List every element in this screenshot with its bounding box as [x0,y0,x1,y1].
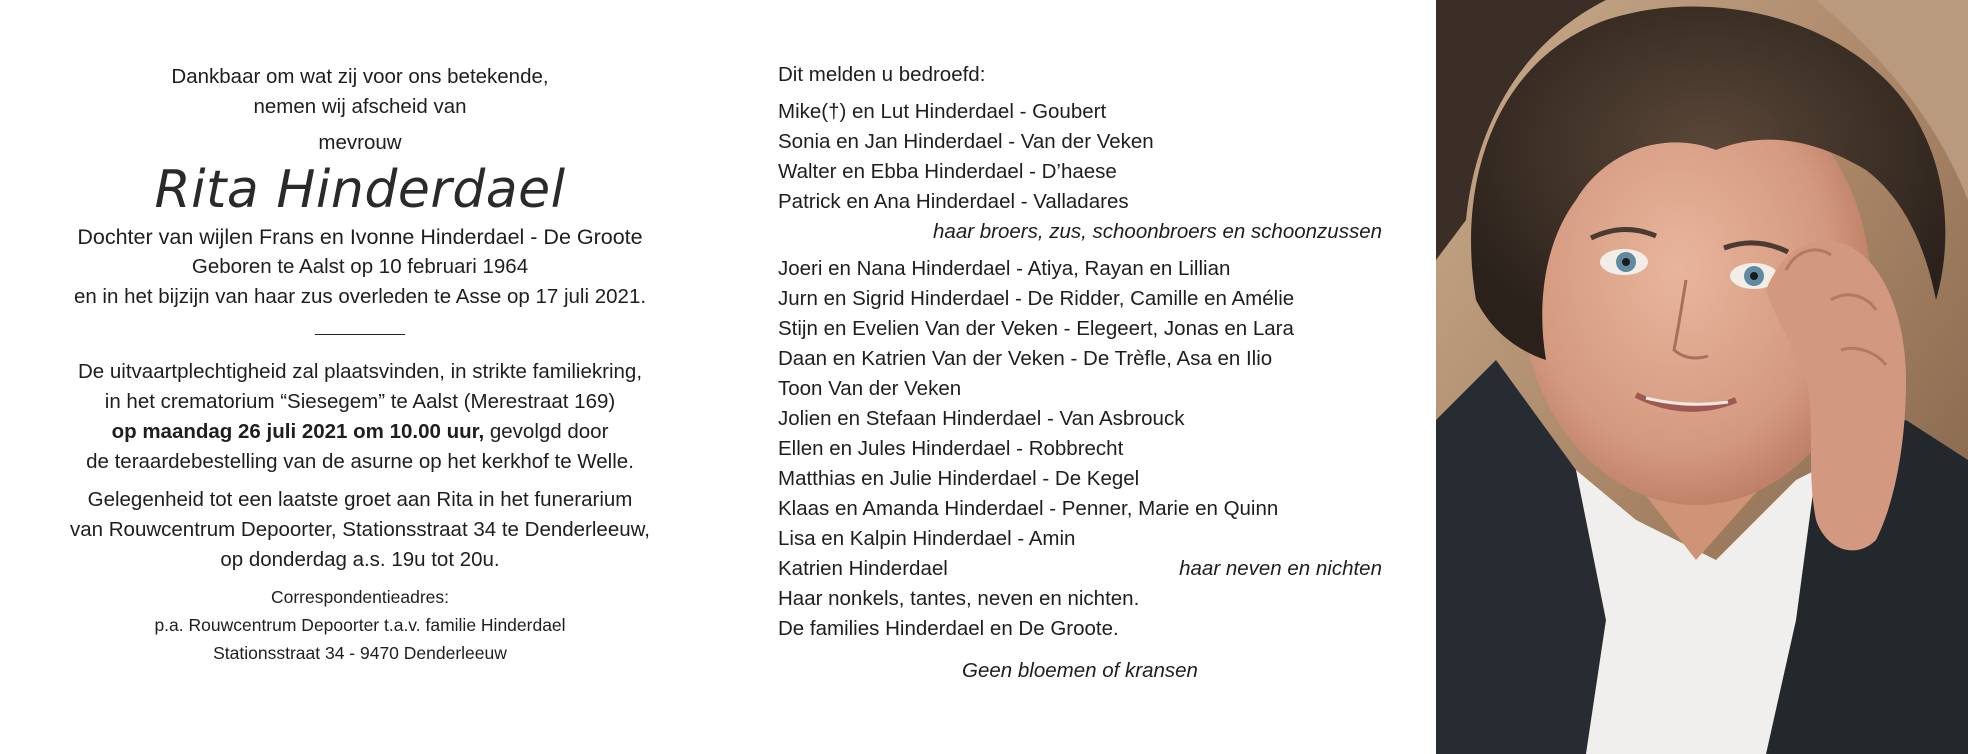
correspondence-line-1: p.a. Rouwcentrum Depoorter t.a.v. familie Hinderdael [154,615,566,635]
list-item: Jurn en Sigrid Hinderdael - De Ridder, Camille en Amélie [778,287,1295,310]
parents-line: Dochter van wijlen Frans en Ivonne Hinderdael - De Groote [77,225,643,249]
intro-line-2: nemen wij afscheid van [253,95,467,118]
announcement-right-column [778,60,1382,686]
nephews-list [778,254,1382,584]
ceremony-line-1: De uitvaartplechtigheid zal plaatsvinden, in strikte familiekring, [77,360,643,383]
list-item: Toon Van der Veken [778,377,962,400]
greeting-line-1: Gelegenheid tot een laatste groet aan Rita in het funerarium [87,488,633,511]
ceremony-line-3 [40,417,680,447]
list-item: Matthias en Julie Hinderdael - De Kegel [778,467,1140,490]
list-item: Ellen en Jules Hinderdael - Robbrecht [778,437,1124,460]
ceremony-date-rest: gevolgd door [484,420,609,443]
list-item: Klaas en Amanda Hinderdael - Penner, Marie en Quinn [778,497,1279,520]
intro-line-3: mevrouw [318,131,402,154]
ceremony-date: op maandag 26 juli 2021 om 10.00 uur, [111,420,485,443]
greeting-block [40,485,680,575]
nephews-label: haar neven en nichten [1179,557,1382,580]
mourners-heading: Dit melden u bedroefd: [778,63,986,86]
list-item: Stijn en Evelien Van der Veken - Elegeert, Jonas en Lara [778,317,1294,340]
families-line: De families Hinderdael en De Groote. [778,617,1119,640]
greeting-line-3: op donderdag a.s. 19u tot 20u. [220,548,500,571]
ceremony-block [40,357,680,477]
siblings-list [778,97,1382,247]
intro-line-1: Dankbaar om wat zij voor ons betekende, [171,65,549,88]
nephews-last-row [778,554,1382,584]
correspondence-block [40,583,680,667]
portrait-photo [1436,0,1968,754]
list-item: Joeri en Nana Hinderdael - Atiya, Rayan en Lillian [778,257,1231,280]
ceremony-line-4: de teraardebestelling van de asurne op het kerkhof te Welle. [86,450,634,473]
announcement-left-column [40,62,680,667]
list-item: Daan en Katrien Van der Veken - De Trèfle, Asa en Ilio [778,347,1273,370]
list-item: Lisa en Kalpin Hinderdael - Amin [778,527,1076,550]
list-item: Sonia en Jan Hinderdael - Van der Veken [778,130,1154,153]
no-flowers-note: Geen bloemen of kransen [962,659,1198,682]
list-item: Patrick en Ana Hinderdael - Valladares [778,190,1129,213]
siblings-label: haar broers, zus, schoonbroers en schoonzussen [933,220,1382,243]
death-line: en in het bijzijn van haar zus overleden te Asse op 17 juli 2021. [73,285,647,308]
intro-block [40,62,680,158]
correspondence-line-2: Stationsstraat 34 - 9470 Denderleeuw [213,643,507,663]
birth-line: Geboren te Aalst op 10 februari 1964 [191,255,529,278]
deceased-name: Rita Hinderdael [154,160,566,220]
uncles-line: Haar nonkels, tantes, neven en nichten. [778,587,1140,610]
list-item: Katrien Hinderdael [778,557,948,580]
list-item: Mike(†) en Lut Hinderdael - Goubert [778,100,1107,123]
portrait-illustration [1436,0,1968,754]
correspondence-title: Correspondentieadres: [270,587,450,607]
greeting-line-2: van Rouwcentrum Depoorter, Stationsstraat 34 te Denderleeuw, [69,518,651,541]
list-item: Walter en Ebba Hinderdael - D’haese [778,160,1117,183]
ceremony-line-2: in het crematorium “Siesegem” te Aalst (Merestraat 169) [104,390,616,413]
list-item: Jolien en Stefaan Hinderdael - Van Asbrouck [778,407,1185,430]
divider [315,334,405,335]
